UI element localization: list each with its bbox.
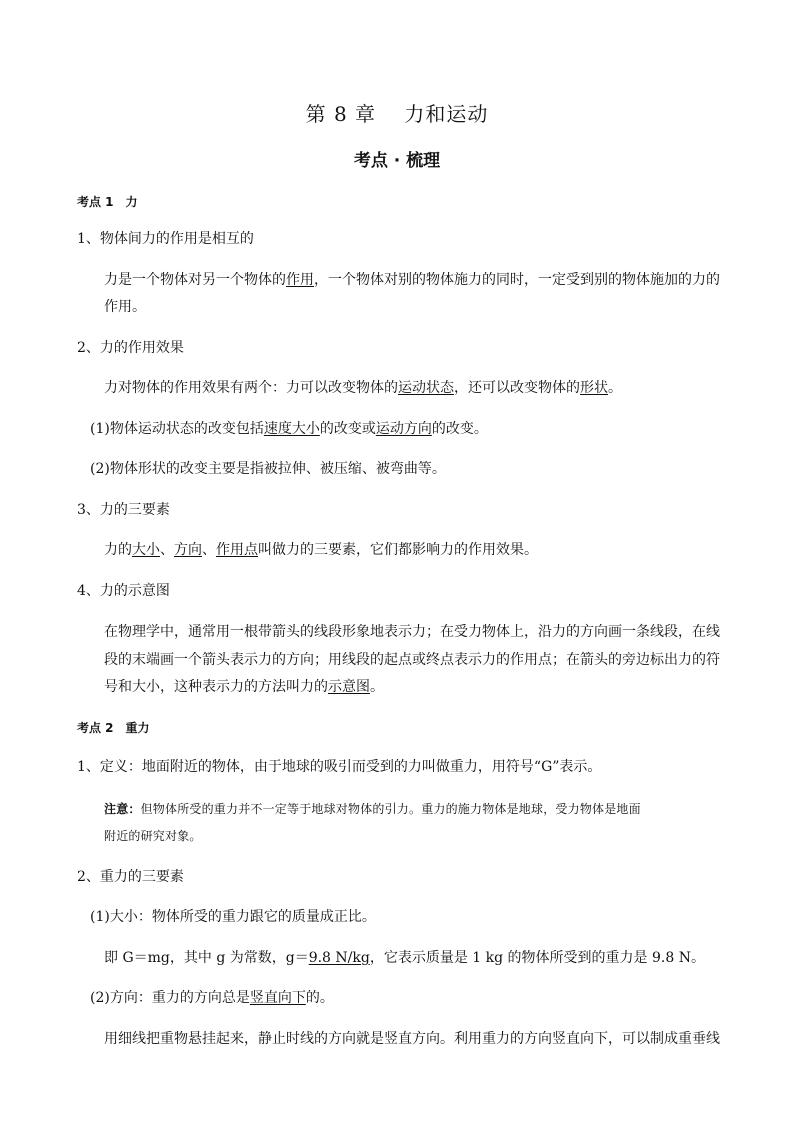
chapter-title: 第 8 章 力和运动 xyxy=(305,102,489,126)
topic-2-heading: 考点 2 重力 xyxy=(77,721,150,735)
plumb-line-text: 用细线把重物悬挂起来，静止时线的方向就是竖直方向。利用重力的方向竖直向下，可以制成重垂线 xyxy=(104,1031,720,1047)
point-4-heading: 4、力的示意图 xyxy=(77,583,170,599)
point-4-text-line1: 在物理学中，通常用一根带箭头的线段形象地表示力；在受力物体上，沿力的方向画一条线段，在线 xyxy=(104,624,720,640)
point-1-text-line1: 力是一个物体对另一个物体的作用，一个物体对别的物体施力的同时，一定受到别的物体施加的力的 xyxy=(104,272,720,288)
point-2-sub-2: (2)物体形状的改变主要是指被拉伸、被压缩、被弯曲等。 xyxy=(90,461,446,477)
point-4-text-line2: 段的末端画一个箭头表示力的方向；用线段的起点或终点表示力的作用点；在箭头的旁边标出力的符 xyxy=(104,652,720,668)
point-4-text-line3: 号和大小，这种表示力的方法叫力的示意图。 xyxy=(104,679,384,695)
point-1-heading: 1、物体间力的作用是相互的 xyxy=(77,231,254,247)
topic-1-heading: 考点 1 力 xyxy=(77,195,138,209)
point-2-text: 力对物体的作用效果有两个：力可以改变物体的运动状态，还可以改变物体的形状。 xyxy=(104,380,622,396)
note-line2: 附近的研究对象。 xyxy=(104,829,202,843)
point-2-sub-1: (1)物体运动状态的改变包括速度大小的改变或运动方向的改变。 xyxy=(90,421,488,437)
gravity-elements-heading: 2、重力的三要素 xyxy=(77,869,184,885)
gravity-direction: (2)方向：重力的方向总是竖直向下的。 xyxy=(90,990,334,1006)
point-1-text-line2: 作用。 xyxy=(104,299,146,315)
point-3-text: 力的大小、方向、作用点叫做力的三要素，它们都影响力的作用效果。 xyxy=(104,542,538,558)
point-2-heading: 2、力的作用效果 xyxy=(77,340,184,356)
note-line1: 注意：但物体所受的重力并不一定等于地球对物体的引力。重力的施力物体是地球，受力物体是地面 xyxy=(104,802,641,816)
gravity-magnitude: (1)大小：物体所受的重力跟它的质量成正比。 xyxy=(90,909,376,925)
gravity-definition: 1、定义：地面附近的物体，由于地球的吸引而受到的力叫做重力，用符号“G”表示。 xyxy=(77,759,602,775)
section-subtitle: 考点 · 梳理 xyxy=(353,151,441,171)
point-3-heading: 3、力的三要素 xyxy=(77,502,170,518)
gravity-formula: 即 G＝mg，其中 g 为常数，g＝9.8 N/kg，它表示质量是 1 kg 的物体所受到的重力是 9.8 N。 xyxy=(104,950,705,966)
